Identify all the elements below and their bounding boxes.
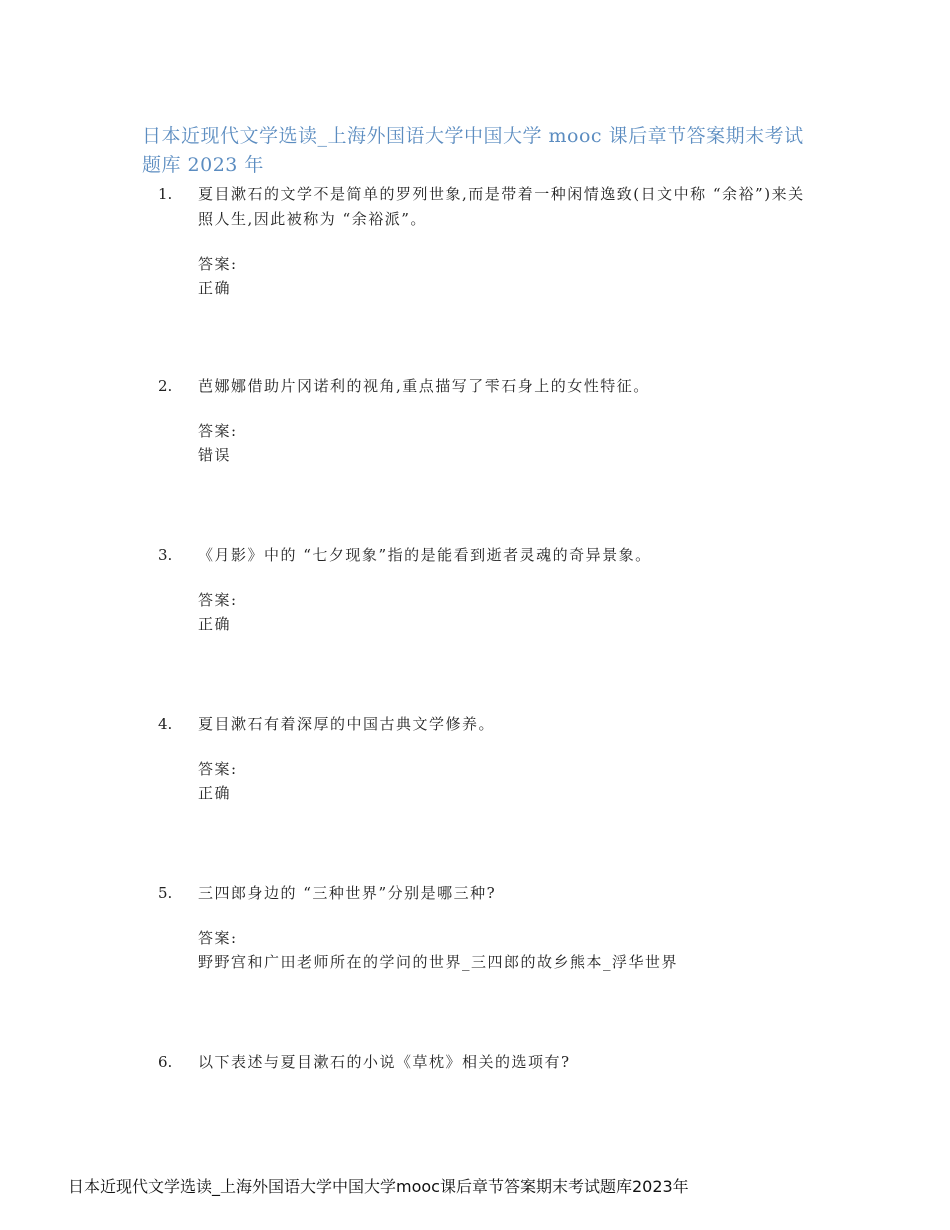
question-item [158, 712, 808, 805]
question-item [158, 881, 808, 974]
answer-value: 正确 [198, 279, 232, 297]
answer-label: 答案: [198, 422, 238, 440]
answer-label: 答案: [198, 760, 238, 778]
question-text: 以下表述与夏目漱石的小说《草枕》相关的选项有? [198, 1053, 571, 1071]
question-text: 夏目漱石有着深厚的中国古典文学修养。 [198, 715, 496, 733]
question-item [158, 543, 808, 636]
question-number: 4. [158, 715, 173, 733]
answer-value: 正确 [198, 615, 232, 633]
question-item [158, 182, 808, 300]
page-footer: 日本近现代文学选读_上海外国语大学中国大学mooc课后章节答案期末考试题库2023年 [68, 1177, 689, 1196]
answer-label: 答案: [198, 255, 238, 273]
answer-block [198, 926, 808, 974]
question-number: 2. [158, 377, 173, 395]
answer-block [198, 588, 808, 636]
answer-value: 错误 [198, 446, 232, 464]
question-text: 芭娜娜借助片冈诺利的视角,重点描写了雫石身上的女性特征。 [198, 377, 650, 395]
question-item [158, 374, 808, 467]
answer-value: 正确 [198, 784, 232, 802]
page-title: 日本近现代文学选读_上海外国语大学中国大学 mooc 课后章节答案期末考试题库 2023 年 [142, 125, 804, 176]
question-number: 6. [158, 1053, 173, 1071]
answer-block [198, 757, 808, 805]
question-text: 三四郎身边的 “三种世界”分别是哪三种? [198, 884, 497, 902]
answer-value: 野野宫和广田老师所在的学问的世界_三四郎的故乡熊本_浮华世界 [198, 953, 679, 971]
answer-label: 答案: [198, 591, 238, 609]
question-item [158, 1050, 808, 1075]
question-text: 夏目漱石的文学不是简单的罗列世象,而是带着一种闲情逸致(日文中称 “余裕”)来关照人生,因此被称为 “余裕派”。 [198, 185, 805, 228]
answer-label: 答案: [198, 929, 238, 947]
question-text: 《月影》中的 “七夕现象”指的是能看到逝者灵魂的奇异景象。 [198, 546, 652, 564]
question-number: 3. [158, 546, 173, 564]
question-number: 5. [158, 884, 173, 902]
question-number: 1. [158, 185, 173, 203]
answer-block [198, 419, 808, 467]
answer-block [198, 252, 808, 300]
